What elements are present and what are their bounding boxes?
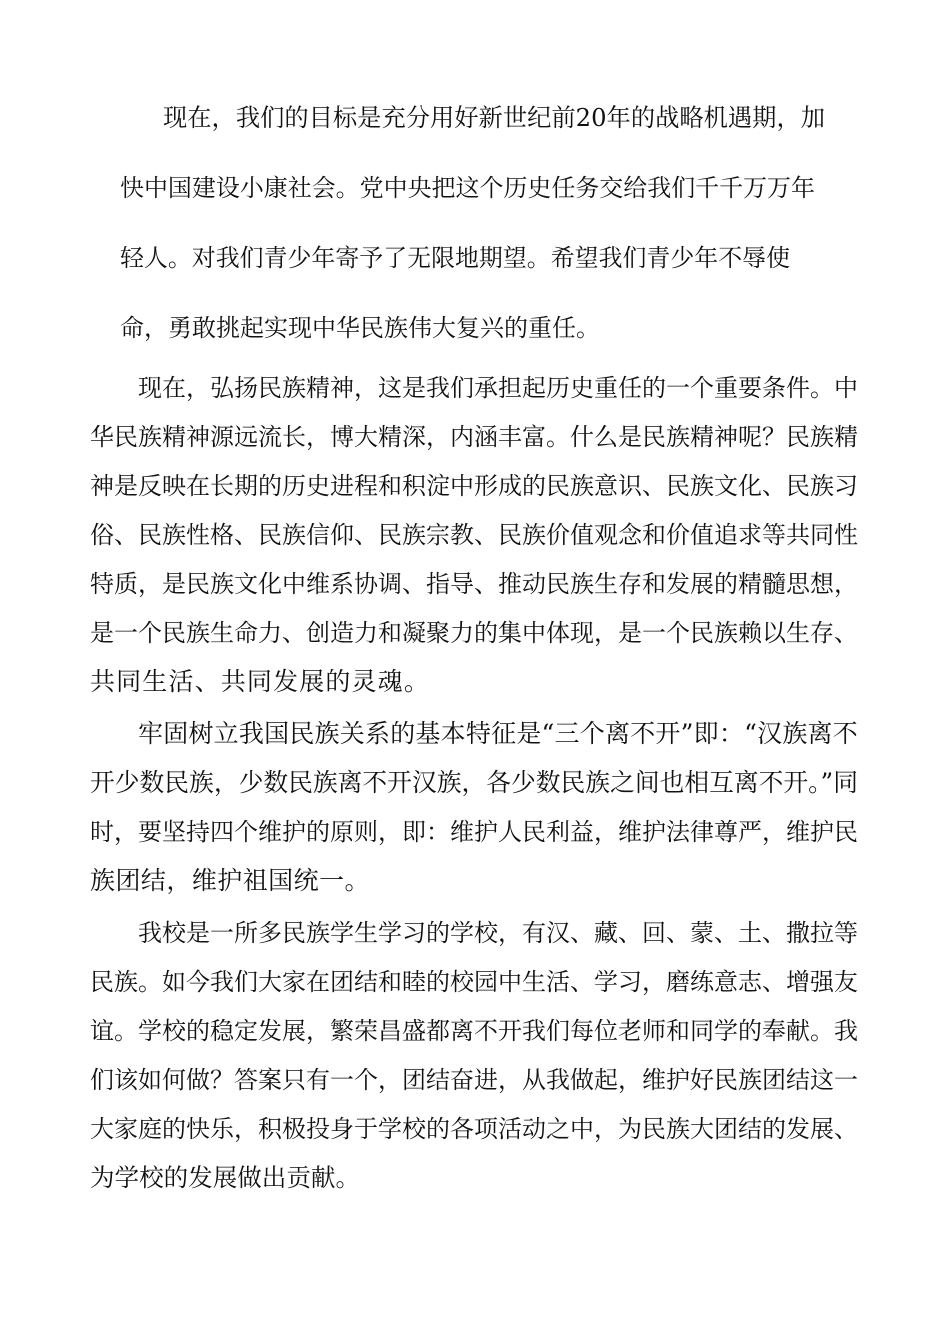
text-line: 华民族精神源远流长，博大精深，内涵丰富。什么是民族精神呢？民族精 [90,423,858,451]
text-line: 牢固树立我国民族关系的基本特征是“三个离不开”即：“汉族离不 [138,719,858,748]
text-line: 现在，我们的目标是充分用好新世纪前20年的战略机遇期，加 [163,103,825,132]
text-line: 特质，是民族文化中维系协调、指导、推动民族生存和发展的精髓思想， [90,570,858,598]
text-line: 为学校的发展做出贡献。 [90,1163,360,1192]
text-line: 时，要坚持四个维护的原则，即：维护人民利益，维护法律尊严，维护民 [90,818,858,846]
text-line: 快中国建设小康社会。党中央把这个历史任务交给我们千千万万年 [120,174,815,202]
text-line: 开少数民族，少数民族离不开汉族，各少数民族之间也相互离不开。”同 [90,768,858,797]
text-line: 神是反映在长期的历史进程和积淀中形成的民族意识、民族文化、民族习 [90,472,858,500]
text-line: 我校是一所多民族学生学习的学校，有汉、藏、回、蒙、土、撒拉等 [138,919,858,947]
text-line: 命，勇敢挑起实现中华民族伟大复兴的重任。 [120,314,600,342]
text-line: 大家庭的快乐，积极投身于学校的各项活动之中，为民族大团结的发展、 [90,1115,858,1143]
text-line: 俗、民族性格、民族信仰、民族宗教、民族价值观念和价值追求等共同性 [90,521,858,549]
text-line: 族团结，维护祖国统一。 [90,866,370,895]
text-line: 民族。如今我们大家在团结和睦的校园中生活、学习，磨练意志、增强友 [90,968,858,996]
text-line: 轻人。对我们青少年寄予了无限地期望。希望我们青少年不辱使 [120,244,790,272]
text-line: 现在，弘扬民族精神，这是我们承担起历史重任的一个重要条件。中 [138,374,858,402]
text-line: 谊。学校的稳定发展，繁荣昌盛都离不开我们每位老师和同学的奉献。我 [90,1017,858,1045]
text-line: 们该如何做？答案只有一个，团结奋进，从我做起，维护好民族团结这一 [90,1066,858,1094]
text-line: 共同生活、共同发展的灵魂。 [90,667,430,696]
text-line: 是一个民族生命力、创造力和凝聚力的集中体现，是一个民族赖以生存、 [90,619,858,647]
